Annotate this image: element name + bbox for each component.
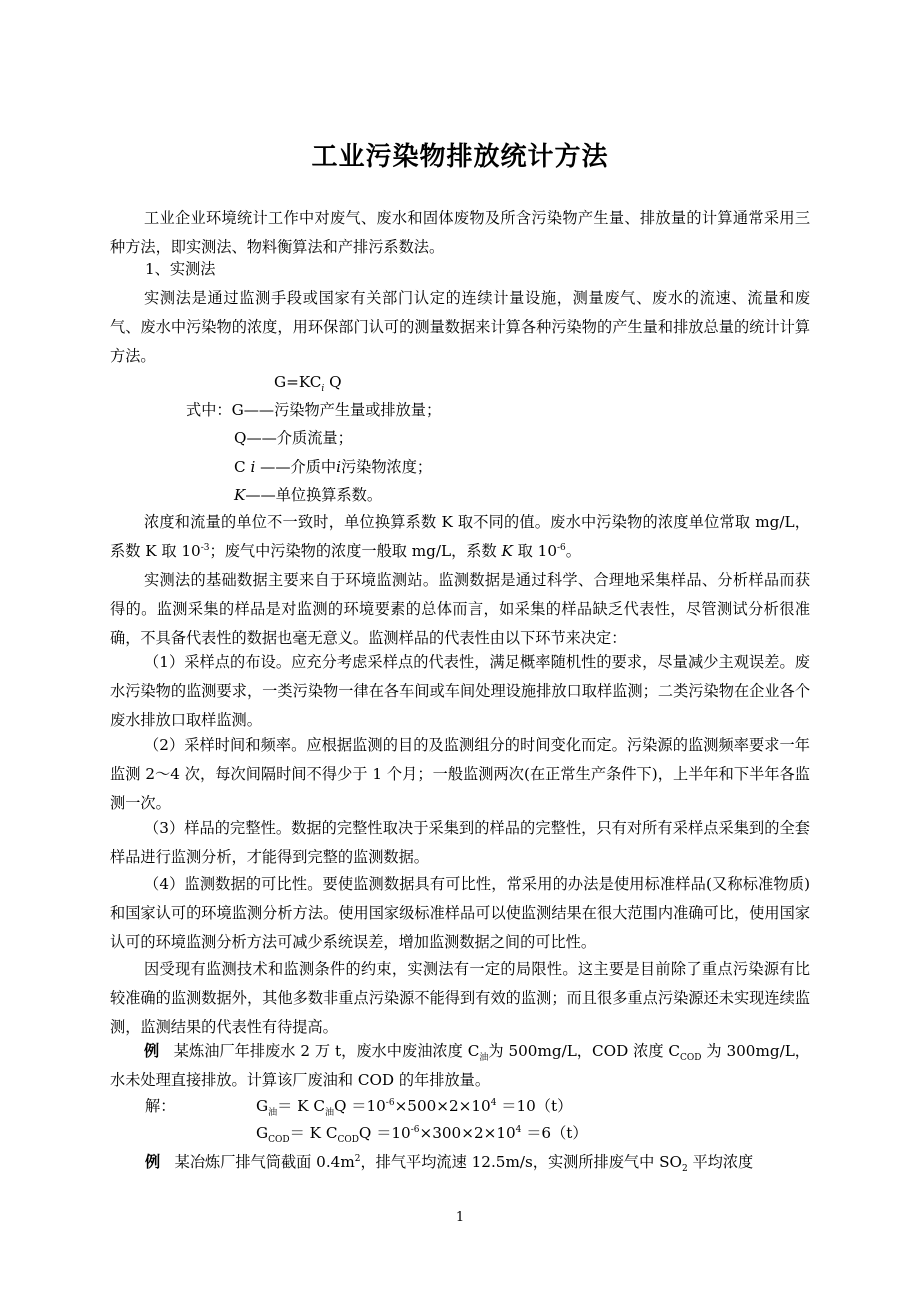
formula-main: $G=KC_i$ Q — [274, 373, 342, 395]
limit-paragraph: 因受现有监测技术和监测条件的约束，实测法有一定的局限性。这主要是目前除了重点污染源有比较准确的监测数据外，其他多数非重点污染源不能得到有效的监测；而且很多重点污染源还未实现连续监测，监测结果的代表性有待提高。 — [110, 960, 810, 1036]
section-heading: 1、实测法 — [145, 260, 216, 278]
example1-paragraph: 例 某炼油厂年排废水 2 万 t，废水中废油浓度 $C_油$为 500mg/L，COD 浓度 $C_{COD}$ 为 300mg/L，水未处理直接排放。计算该厂废油和 COD 的年排放量。 — [110, 1042, 810, 1089]
solution-label: 解： — [145, 1097, 176, 1115]
formula-def-k: K——单位换算系数。 — [234, 486, 383, 504]
units-paragraph: 浓度和流量的单位不一致时，单位换算系数 K 取不同的值。废水中污染物的浓度单位常取 mg/L，系数 K 取 $10^{-3}$；废气中污染物的浓度一般取 mg/L，系数 K 取 $10^{-6}$。 — [110, 513, 810, 560]
item4-paragraph: （4）监测数据的可比性。要使监测数据具有可比性，常采用的办法是使用标准样品(又称标准物质)和国家认可的环境监测分析方法。使用国家级标准样品可以使监测结果在很大范围内准确可比，使用国家认可的环境监测分析方法可减少系统误差，增加监测数据之间的可比性。 — [110, 875, 810, 951]
item2-paragraph: （2）采样时间和频率。应根据监测的目的及监测组分的时间变化而定。污染源的监测频率要求一年监测 2～4 次，每次间隔时间不得少于 1 个月；一般监测两次(在正常生产条件下)，上半年和下半年各监测一次。 — [110, 736, 810, 812]
basis-paragraph: 实测法的基础数据主要来自于环境监测站。监测数据是通过科学、合理地采集样品、分析样品而获得的。监测采集的样品是对监测的环境要素的总体而言，如采集的样品缺乏代表性，尽管测试分析很准确，不具备代表性的数据也毫无意义。监测样品的代表性由以下环节来决定： — [110, 571, 810, 647]
formula-def-g: 式中：G——污染物产生量或排放量； — [186, 401, 442, 419]
formula-def-ci: C i ——介质中i污染物浓度； — [234, 458, 433, 476]
solution-line-cod: $G_{COD}= K$ $C_{COD}Q =10^{-6}\times 300\times 2\times 10^4 =6(t)$ — [256, 1124, 588, 1146]
item3-paragraph: （3）样品的完整性。数据的完整性取决于采集到的样品的完整性，只有对所有采样点采集到的全套样品进行监测分析，才能得到完整的监测数据。 — [110, 819, 810, 866]
formula-def-q: Q——介质流量； — [234, 429, 353, 447]
measure-paragraph: 实测法是通过监测手段或国家有关部门认定的连续计量设施，测量废气、废水的流速、流量和废气、废水中污染物的浓度，用环保部门认可的测量数据来计算各种污染物的产生量和排放总量的统计计算方法。 — [110, 289, 810, 365]
intro-paragraph: 工业企业环境统计工作中对废气、废水和固体废物及所含污染物产生量、排放量的计算通常采用三种方法，即实测法、物料衡算法和产排污系数法。 — [110, 209, 810, 256]
example-label: 例 — [144, 1042, 160, 1060]
example2-line: 例 某冶炼厂排气筒截面 $0.4m^2$，排气平均流速 12.5m/s，实测所排废气中 $SO_2$ 平均浓度 — [145, 1153, 754, 1175]
page-number: 1 — [455, 1210, 465, 1225]
document-title: 工业污染物排放统计方法 — [311, 142, 609, 172]
item1-paragraph: （1）采样点的布设。应充分考虑采样点的代表性，满足概率随机性的要求，尽量减少主观误差。废水污染物的监测要求，一类污染物一律在各车间或车间处理设施排放口取样监测；二类污染物在企业各个废水排放口取样监测。 — [110, 653, 810, 729]
solution-line-oil: $G_油= K$ $C_油Q =10^{-6}\times 500\times 2\times 10^4 =10(t)$ — [256, 1097, 573, 1119]
example-label: 例 — [145, 1153, 161, 1171]
